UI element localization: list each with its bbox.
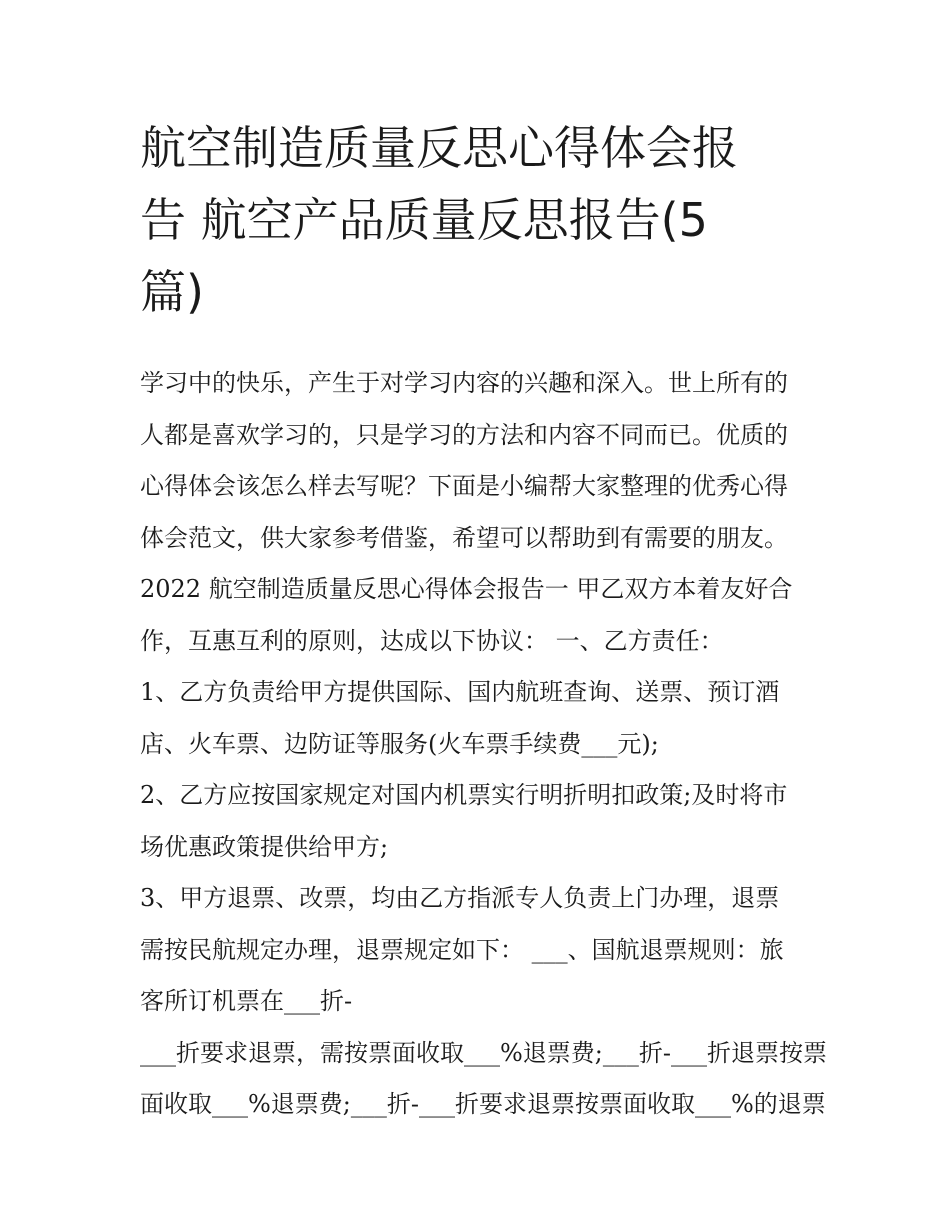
title-line: 告 航空产品质量反思报告(5 <box>140 193 708 247</box>
document-body <box>140 358 827 1131</box>
body-line: 人都是喜欢学习的，只是学习的方法和内容不同而已。优质的 <box>140 420 788 449</box>
title-line: 篇) <box>140 265 204 319</box>
body-line: 店、火车票、边防证等服务(火车票手续费___元); <box>140 729 659 758</box>
title-line: 航空制造质量反思心得体会报 <box>140 121 738 175</box>
body-line: 3、甲方退票、改票，均由乙方指派专人负责上门办理，退票 <box>140 884 780 912</box>
body-line: 2022 航空制造质量反思心得体会报告一 甲乙双方本着友好合 <box>140 575 793 603</box>
body-line: 面收取___%退票费;___折-___折要求退票按票面收取___%的退票 <box>140 1090 826 1118</box>
body-line: 心得体会该怎么样去写呢？下面是小编帮大家整理的优秀心得 <box>140 472 788 500</box>
body-line: 体会范文，供大家参考借鉴，希望可以帮助到有需要的朋友。 <box>140 523 788 552</box>
body-line: 场优惠政策提供给甲方; <box>140 832 389 861</box>
body-line: 作，互惠互利的原则，达成以下协议： 一、乙方责任： <box>140 626 724 655</box>
body-line: ___折要求退票，需按票面收取___%退票费;___折-___折退票按票 <box>140 1038 827 1067</box>
document-title <box>140 112 820 328</box>
body-line: 需按民航规定办理，退票规定如下： ___、国航退票规则：旅 <box>140 935 784 964</box>
body-line: 1、乙方负责给甲方提供国际、国内航班查询、送票、预订酒 <box>140 678 780 706</box>
body-line: 客所订机票在___折- <box>140 987 353 1015</box>
body-line: 学习中的快乐，产生于对学习内容的兴趣和深入。世上所有的 <box>140 369 788 397</box>
body-line: 2、乙方应按国家规定对国内机票实行明折明扣政策;及时将市 <box>140 781 788 809</box>
